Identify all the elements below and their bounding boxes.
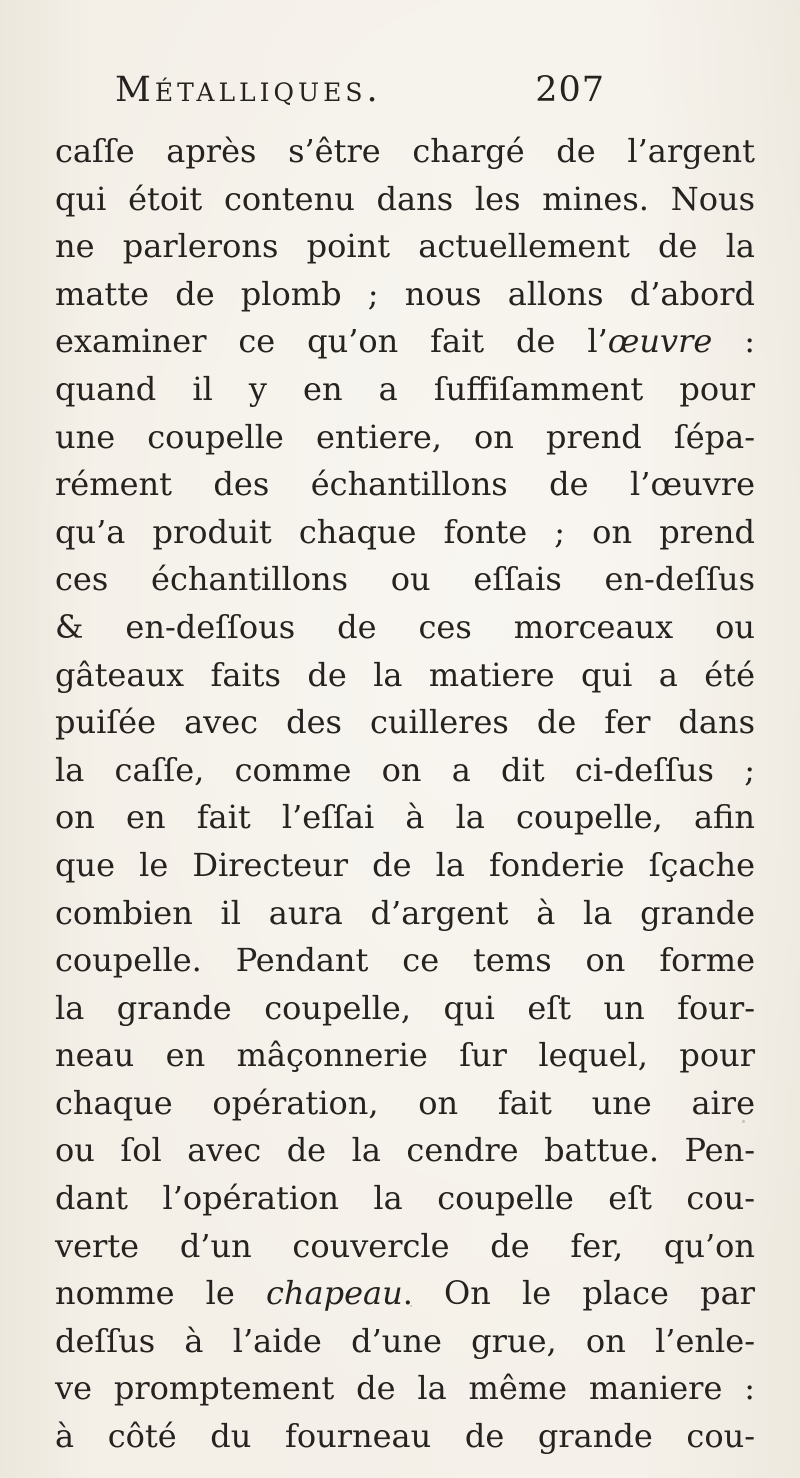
text-line: qu’a produit chaque fonte ; on prend	[55, 512, 755, 551]
text-line: nomme le chapeau. On le place par	[55, 1274, 756, 1313]
text-line: ces échantillons ou eſſais en-deſſus	[55, 560, 755, 599]
paper-speck	[742, 1120, 745, 1123]
text-line: verte d’un couvercle de fer, qu’on	[55, 1226, 755, 1265]
text-line: que le Directeur de la fonderie ſçache	[55, 845, 755, 884]
text-line: puiſée avec des cuilleres de fer dans	[55, 703, 755, 742]
text-line: examiner ce qu’on fait de l’œuvre :	[55, 322, 756, 361]
text-line: quand il y en a ſuffiſamment pour	[55, 369, 755, 408]
text-line: dant l’opération la coupelle eſt cou-	[55, 1179, 755, 1218]
body-text	[55, 128, 755, 1461]
running-head-title: Métalliques.	[115, 70, 382, 110]
text-line: ve promptement de la même maniere :	[55, 1369, 755, 1408]
text-line: & en-deſſous de ces morceaux ou	[55, 607, 755, 646]
text-line: la caſſe, comme on a dit ci-deſſus ;	[55, 750, 755, 789]
text-line: qui étoit contenu dans les mines. Nous	[55, 179, 755, 218]
text-line: caſſe après s’être chargé de l’argent	[55, 132, 755, 170]
text-line: ne parlerons point actuellement de la	[55, 227, 755, 266]
text-line: rément des échantillons de l’œuvre	[55, 465, 755, 504]
text-line: on en fait l’eſſai à la coupelle, afin	[55, 798, 755, 837]
text-line: gâteaux faits de la matiere qui a été	[55, 655, 755, 694]
text-line: matte de plomb ; nous allons d’abord	[55, 274, 755, 313]
running-head	[115, 70, 605, 130]
text-line: ou ſol avec de la cendre battue. Pen-	[55, 1131, 755, 1170]
text-line: une coupelle entiere, on prend ſépa-	[55, 417, 755, 456]
text-line: à côté du fourneau de grande cou-	[55, 1417, 755, 1456]
page-number: 207	[535, 70, 605, 110]
text-line: chaque opération, on fait une aire	[55, 1083, 755, 1122]
paper-speck	[410, 1305, 412, 1307]
text-line: deſſus à l’aide d’une grue, on l’enle-	[55, 1321, 755, 1360]
text-line: la grande coupelle, qui eſt un four-	[55, 988, 755, 1027]
text-line: neau en mâçonnerie ſur lequel, pour	[55, 1036, 755, 1075]
text-line: combien il aura d’argent à la grande	[55, 893, 755, 932]
text-line: coupelle. Pendant ce tems on forme	[55, 941, 755, 980]
